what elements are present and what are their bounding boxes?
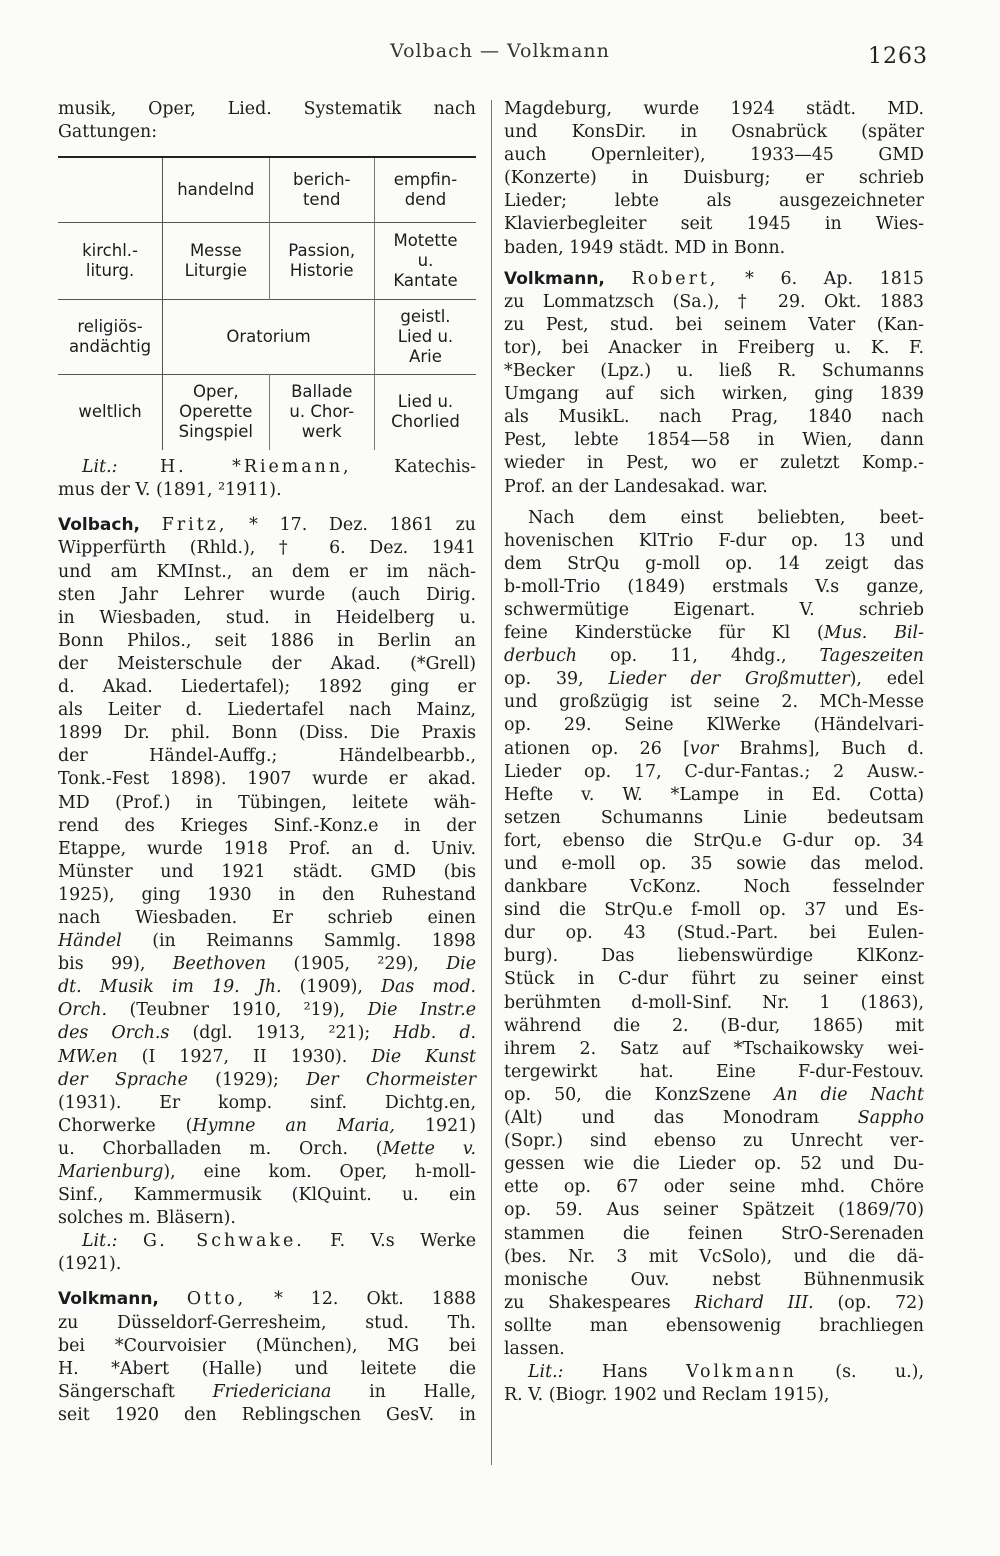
entry-line: bei *Courvoisier (München), MG bei — [58, 1335, 476, 1356]
work-title: Hymne an Maria, — [192, 1115, 395, 1136]
entry-line — [504, 1084, 924, 1107]
literature-line — [58, 456, 476, 479]
entry-text: (Alt) und das Monodram — [504, 1108, 820, 1129]
table-cell: Passion, Historie — [269, 223, 374, 300]
entry-line: auch Opernleiter), 1933—45 GMD — [504, 145, 924, 166]
entry-body-continued — [504, 98, 924, 260]
entry-line: Stück in C-dur führt zu seiner einst — [504, 969, 924, 990]
right-column — [504, 98, 924, 1407]
entry-line: als MusikL. nach Prag, 1840 nach — [504, 407, 924, 428]
entry-headline — [58, 1288, 476, 1311]
entry-headline — [504, 268, 924, 291]
entry-line: Umgang auf sich wirken, ging 1839 — [504, 384, 924, 405]
literature-line — [504, 1361, 924, 1384]
entry-name: Volkmann, — [58, 1289, 159, 1310]
entry-line: (bes. Nr. 3 mit VcSolo), und die dä- — [504, 1246, 924, 1267]
entry-line — [58, 1069, 476, 1092]
entry-line: hovenischen KlTrio F-dur op. 13 und — [504, 530, 924, 551]
entry-line — [58, 999, 476, 1022]
entry-line — [504, 622, 924, 645]
entry-given-name: Otto, — [186, 1289, 247, 1310]
work-title: Friedericiana — [212, 1381, 332, 1402]
table-cell-spanning: Oratorium — [163, 300, 375, 375]
table-row — [58, 223, 476, 300]
entry-line: zu Lommatzsch (Sa.), † 29. Okt. 1883 — [504, 291, 924, 312]
entry-line: und e-moll op. 35 sowie das melod. — [504, 854, 924, 874]
entry-line: Pest, lebte 1854—58 in Wien, dann — [504, 430, 924, 451]
entry-text: op. 11, 4hdg., — [610, 646, 787, 667]
entry-name: Volbach, — [58, 515, 141, 536]
entry-line: dur op. 43 (Stud.-Part. bei Eulen- — [504, 923, 924, 944]
spacer — [504, 499, 924, 507]
entry-line: Nach dem einst beliebten, beet- — [528, 507, 924, 528]
table-header-cell: empfin- dend — [374, 157, 476, 223]
entry-line: Hefte v. W. *Lampe in Ed. Cotta) — [504, 784, 924, 805]
entry-line — [504, 645, 924, 668]
entry-name: Volkmann, — [504, 268, 605, 289]
entry-line: der Meisterschule der Akad. (*Grell) — [58, 653, 476, 674]
entry-line: gessen wie die Lieder op. 52 und Du- — [504, 1154, 924, 1175]
entry-text: (op. 72) — [837, 1292, 925, 1313]
entry-line — [58, 953, 476, 976]
entry-line: op. 29. Seine KlWerke (Händelvari- — [504, 715, 924, 736]
table-row — [58, 300, 476, 375]
entry-text: op. 50, die KonzSzene — [504, 1084, 751, 1105]
lit-text: Hans — [601, 1362, 648, 1383]
work-title: Lieder der Großmutter — [608, 669, 850, 690]
entry-line — [58, 1381, 476, 1404]
work-title: derbuch — [504, 646, 578, 667]
entry-body — [58, 537, 476, 930]
work-title: Tageszeiten — [819, 646, 925, 667]
table-row-label: kirchl.- liturg. — [58, 223, 163, 300]
entry-line: und KonsDir. in Osnabrück (später — [504, 122, 924, 143]
entry-line: zu Pest, stud. bei seinem Vater (Kan- — [504, 314, 924, 335]
entry-line: monische Ouv. nebst Bühnenmusik — [504, 1269, 924, 1290]
literature-line — [58, 1230, 476, 1253]
work-title: MW.en — [58, 1046, 118, 1067]
entry-line: burg). Das liebenswürdige KlKonz- — [504, 946, 924, 967]
entry-text: 1921) — [424, 1115, 476, 1136]
entry-line: wieder in Pest, wo er zuletzt Komp.- — [504, 453, 924, 474]
table-header-cell: handelnd — [163, 157, 269, 223]
work-title: Die — [446, 954, 476, 975]
entry-line: Sinf., Kammermusik (KlQuint. u. ein — [58, 1185, 476, 1206]
entry-text: (1905, ²29), — [293, 954, 419, 975]
entry-line: ette op. 67 oder seine mhd. Chöre — [504, 1177, 924, 1198]
work-title: Hdb. d. — [393, 1023, 476, 1044]
entry-text: * 6. Ap. 1815 — [745, 268, 924, 289]
entry-line: b-moll-Trio (1849) erstmals V.s ganze, — [504, 576, 924, 597]
lit-text: (s. u.), — [835, 1362, 924, 1383]
work-title: Richard III. — [694, 1292, 814, 1313]
entry-line: Etappe, wurde 1918 Prof. an d. Univ. — [58, 838, 476, 859]
entry-text: (1929); — [215, 1069, 279, 1090]
entry-text: (dgl. 1913, ²21); — [192, 1023, 371, 1044]
work-title: des Orch.s — [58, 1023, 170, 1044]
entry-line — [58, 930, 476, 953]
literature-line: (1921). — [58, 1254, 122, 1275]
entry-line: in Wiesbaden, stud. in Heidelberg u. — [58, 607, 476, 628]
work-title: Mus. Bil- — [823, 623, 924, 644]
entry-lines — [504, 1130, 924, 1292]
entry-text: * 17. Dez. 1861 zu — [249, 515, 477, 536]
lit-prefix: Lit.: — [528, 1362, 564, 1383]
entry-line — [504, 738, 924, 761]
table-row-label: religiös- andächtig — [58, 300, 163, 375]
table-header-row — [58, 157, 476, 223]
table-cell: Motette u. Kantate — [374, 223, 476, 300]
intro-line: Gattungen: — [58, 122, 158, 143]
entry-lines — [504, 761, 924, 1084]
entry-line: tergewirkt hat. Eine F-dur-Festouv. — [504, 1061, 924, 1082]
entry-line: nach Wiesbaden. Er schrieb einen — [58, 907, 476, 928]
entry-line: 1899 Dr. phil. Bonn (Diss. Die Praxis — [58, 723, 476, 744]
table-cell: Lied u. Chorlied — [374, 375, 476, 450]
lit-author: G. Schwake. — [143, 1231, 305, 1252]
entry-line: ihrem 2. Satz auf *Tschaikowsky wei- — [504, 1038, 924, 1059]
entry-line: während die 2. (B-dur, 1865) mit — [504, 1015, 924, 1036]
entry-line: dankbare VcKonz. Noch fesselnder — [504, 877, 924, 898]
entry-lines — [504, 1315, 924, 1361]
lit-prefix: Lit.: — [82, 1231, 118, 1252]
table-cell: Oper, Operette Singspiel — [163, 375, 269, 450]
entry-line: d. Akad. Liedertafel); 1892 ging er — [58, 677, 476, 698]
spacer — [58, 1276, 476, 1288]
entry-line: H. *Abert (Halle) und leitete die — [58, 1358, 476, 1379]
entry-text: Brahms], Buch d. — [739, 738, 924, 759]
entry-line: und am KMInst., an dem er im näch- — [58, 561, 476, 582]
table-cell: Messe Liturgie — [163, 223, 269, 300]
intro-line: musik, Oper, Lied. Systematik nach — [58, 99, 476, 119]
entry-line: sind die StrQu.e f-moll op. 37 und Es- — [504, 900, 924, 921]
table-corner-cell — [58, 157, 163, 223]
work-title: Das mod. — [381, 977, 477, 998]
work-title: Händel — [58, 931, 122, 952]
column-divider — [491, 100, 492, 1465]
entry-line: schwermütige Eigenart. V. schrieb — [504, 599, 924, 620]
entry-text: (1909), — [299, 977, 363, 998]
entry-line: 1925), ging 1930 in den Ruhestand — [58, 884, 476, 905]
entry-line — [504, 1107, 924, 1130]
entry-text: ationen op. 26 [ — [504, 738, 690, 759]
entry-text: (I 1927, II 1930). — [141, 1046, 348, 1067]
literature-line: R. V. (Biogr. 1902 und Reclam 1915), — [504, 1385, 830, 1406]
entry-lines — [504, 691, 924, 737]
entry-text: in Halle, — [369, 1381, 477, 1402]
entry-given-name: Robert, — [631, 268, 719, 289]
entry-line: fort, ebenso die StrQu.e G-dur op. 34 — [504, 830, 924, 851]
entry-line: Münster und 1921 städt. GMD (bis — [58, 861, 476, 882]
entry-line: sollte man ebensowenig brachliegen — [504, 1315, 924, 1336]
entry-text: (Teubner 1910, ²19), — [129, 1000, 346, 1021]
work-title: Marienburg — [58, 1162, 164, 1182]
entry-line: als Leiter d. Liedertafel nach Mainz, — [58, 700, 476, 721]
entry-line: baden, 1949 städt. MD in Bonn. — [504, 237, 786, 258]
entry-line — [58, 1115, 476, 1138]
entry-line: Lieder; lebte als ausgezeichneter — [504, 191, 924, 212]
entry-line — [58, 976, 476, 999]
entry-text: Chorwerke ( — [58, 1115, 193, 1136]
entry-line: Tonk.-Fest 1898). 1907 wurde er akad. — [58, 769, 476, 790]
entry-line: (Sopr.) sind ebenso zu Unrecht ver- — [504, 1131, 924, 1152]
entry-text: Sängerschaft — [58, 1381, 175, 1402]
entry-line — [58, 1138, 476, 1161]
entry-line: Klavierbegleiter seit 1945 in Wies- — [504, 214, 924, 235]
entry-line: zu Düsseldorf-Gerresheim, stud. Th. — [58, 1312, 476, 1333]
entry-line: rend des Krieges Sinf.-Konz.e in der — [58, 815, 476, 836]
table-header-cell: berich- tend — [269, 157, 374, 223]
work-title: Die Kunst — [371, 1046, 477, 1067]
entry-line — [504, 1292, 924, 1315]
spacer — [504, 260, 924, 268]
entry-line: (1931). Er komp. sinf. Dichtg.en, — [58, 1092, 476, 1113]
table-cell: Ballade u. Chor- werk — [269, 375, 374, 450]
entry-line: op. 59. Aus seiner Spätzeit (1869/70) — [504, 1200, 924, 1221]
lit-text: F. V.s Werke — [330, 1231, 476, 1252]
entry-body — [58, 1312, 476, 1381]
work-title: Orch. — [58, 1000, 108, 1021]
entry-text: zu Shakespeares — [504, 1292, 671, 1313]
entry-line: Lieder op. 17, C-dur-Fantas.; 2 Ausw.- — [504, 761, 924, 782]
entry-line — [504, 668, 924, 691]
entry-line: *Becker (Lpz.) u. ließ R. Schumanns — [504, 361, 924, 382]
entry-line: solches m. Bläsern). — [58, 1208, 236, 1229]
spacer — [58, 502, 476, 514]
entry-line: dem StrQu g-moll op. 14 zeigt das — [504, 553, 924, 574]
entry-text: ), edel — [849, 669, 924, 690]
entry-line: Magdeburg, wurde 1924 städt. MD. — [504, 99, 924, 119]
entry-line: Wipperfürth (Rhld.), † 6. Dez. 1941 — [58, 538, 476, 559]
entry-text: op. 39, — [504, 669, 584, 690]
lit-prefix: Lit.: — [82, 457, 118, 478]
entry-line: der Händel-Auffg.; Händelbearbb., — [58, 746, 476, 767]
literature-line: mus der V. (1891, ²1911). — [58, 480, 282, 501]
entry-line — [58, 1046, 476, 1069]
entry-line — [58, 1161, 476, 1184]
entry-line: sten Jahr Lehrer wurde (auch Dirig. — [58, 584, 476, 605]
page-number: 1263 — [868, 44, 928, 69]
entry-line: seit 1920 den Reblingschen GesV. in — [58, 1404, 476, 1425]
entry-text: bis 99), — [58, 954, 146, 975]
entry-headline — [58, 514, 476, 537]
entry-line: MD (Prof.) in Tübingen, leitete wäh- — [58, 792, 476, 813]
lit-author: Volkmann — [686, 1362, 797, 1383]
entry-line: Prof. an der Landesakad. war. — [504, 476, 768, 497]
entry-text: (in Reimanns Sammlg. 1898 — [152, 931, 476, 952]
work-title: Die Instr.e — [367, 1000, 477, 1021]
work-title: An die Nacht — [773, 1084, 924, 1105]
entry-line: setzen Schumanns Linie bedeutsam — [504, 807, 924, 828]
entry-text: feine Kinderstücke für Kl ( — [504, 623, 824, 644]
entry-text: u. Chorballaden m. Orch. ( — [58, 1138, 383, 1159]
entry-given-name: Fritz, — [161, 515, 228, 536]
entry-line — [58, 1022, 476, 1045]
table-cell: geistl. Lied u. Arie — [374, 300, 476, 375]
entry-line: lassen. — [504, 1338, 565, 1359]
entry-line: Bonn Philos., seit 1886 in Berlin an — [58, 630, 476, 651]
work-title: vor — [689, 738, 719, 759]
work-title: Sappho — [857, 1108, 924, 1129]
lit-text: Katechis- — [394, 457, 477, 478]
entry-line: stammen die feinen StrO-Serenaden — [504, 1223, 924, 1244]
entry-paragraph — [504, 507, 924, 622]
entry-line: und großzügig ist seine 2. MCh-Messe — [504, 692, 924, 713]
work-title: dt. Musik im 19. Jh. — [58, 977, 282, 998]
work-title: Beethoven — [172, 954, 267, 975]
entry-line: berühmten d-moll-Sinf. Nr. 1 (1863), — [504, 992, 924, 1013]
work-title: Der Chormeister — [306, 1069, 477, 1090]
work-title: Mette v. — [382, 1138, 477, 1159]
table-row — [58, 375, 476, 450]
running-head: Volbach — Volkmann — [390, 40, 610, 62]
entry-line: tor), bei Anacker in Freiberg u. K. F. — [504, 337, 924, 358]
table-row-label: weltlich — [58, 375, 163, 450]
lit-author: H. *Riemann, — [159, 457, 352, 478]
work-title: der Sprache — [58, 1069, 188, 1090]
entry-text: ), eine kom. Oper, h-moll- — [163, 1162, 476, 1182]
genre-table — [58, 156, 476, 450]
entry-line: (Konzerte) in Duisburg; er schrieb — [504, 168, 924, 189]
entry-text: * 12. Okt. 1888 — [274, 1289, 477, 1310]
entry-body — [504, 291, 924, 499]
left-column — [58, 98, 476, 1427]
